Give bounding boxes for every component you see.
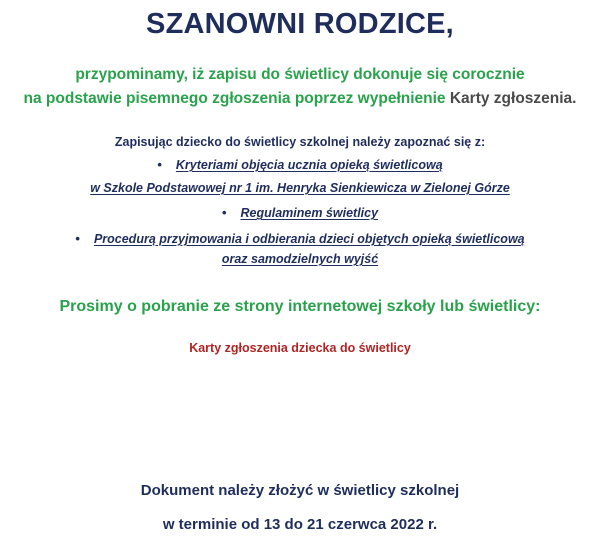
criteria-link-continued[interactable]: w Szkole Podstawowej nr 1 im. Henryka Sienkiewicza w Zielonej Górze <box>90 181 510 195</box>
intro-line-1: przypominamy, iż zapisu do świetlicy dokonuje się corocznie <box>75 66 525 83</box>
procedure-link-continued[interactable]: oraz samodzielnych wyjść <box>221 252 379 266</box>
intro-line-2 <box>0 90 600 108</box>
bullet-icon: • <box>157 157 162 172</box>
procedure-item <box>0 231 600 246</box>
bullet-icon: • <box>75 231 80 246</box>
regulations-link[interactable]: Regulaminem świetlicy <box>240 206 379 220</box>
intro-line-2-text: na podstawie pisemnego zgłoszenia poprzez wypełnienie <box>23 90 450 107</box>
registration-card-text: Karty zgłoszenia. <box>449 90 577 107</box>
procedure-item-continued <box>0 252 600 266</box>
lead-text: Zapisując dziecko do świetlicy szkolnej należy zapoznać się z: <box>114 135 486 149</box>
criteria-item <box>0 157 600 172</box>
procedure-link[interactable]: Procedurą przyjmowania i odbierania dzieci objętych opieką świetlicową <box>93 232 525 246</box>
deadline-line-1: Dokument należy złożyć w świetlicy szkolnej <box>140 482 460 499</box>
forms-text: Karty zgłoszenia dziecka do świetlicy <box>189 341 411 355</box>
deadline-line-2: w terminie od 13 do 21 czerwca 2022 r. <box>162 516 438 533</box>
page-title: SZANOWNI RODZICE, <box>146 8 454 40</box>
criteria-item-continued <box>0 181 600 195</box>
regulations-item <box>0 205 600 220</box>
bullet-icon: • <box>221 205 227 220</box>
criteria-link[interactable]: Kryteriami objęcia ucznia opieką świetlicową <box>175 158 443 172</box>
download-request: Prosimy o pobranie ze strony internetowej szkoły lub świetlicy: <box>59 298 541 315</box>
